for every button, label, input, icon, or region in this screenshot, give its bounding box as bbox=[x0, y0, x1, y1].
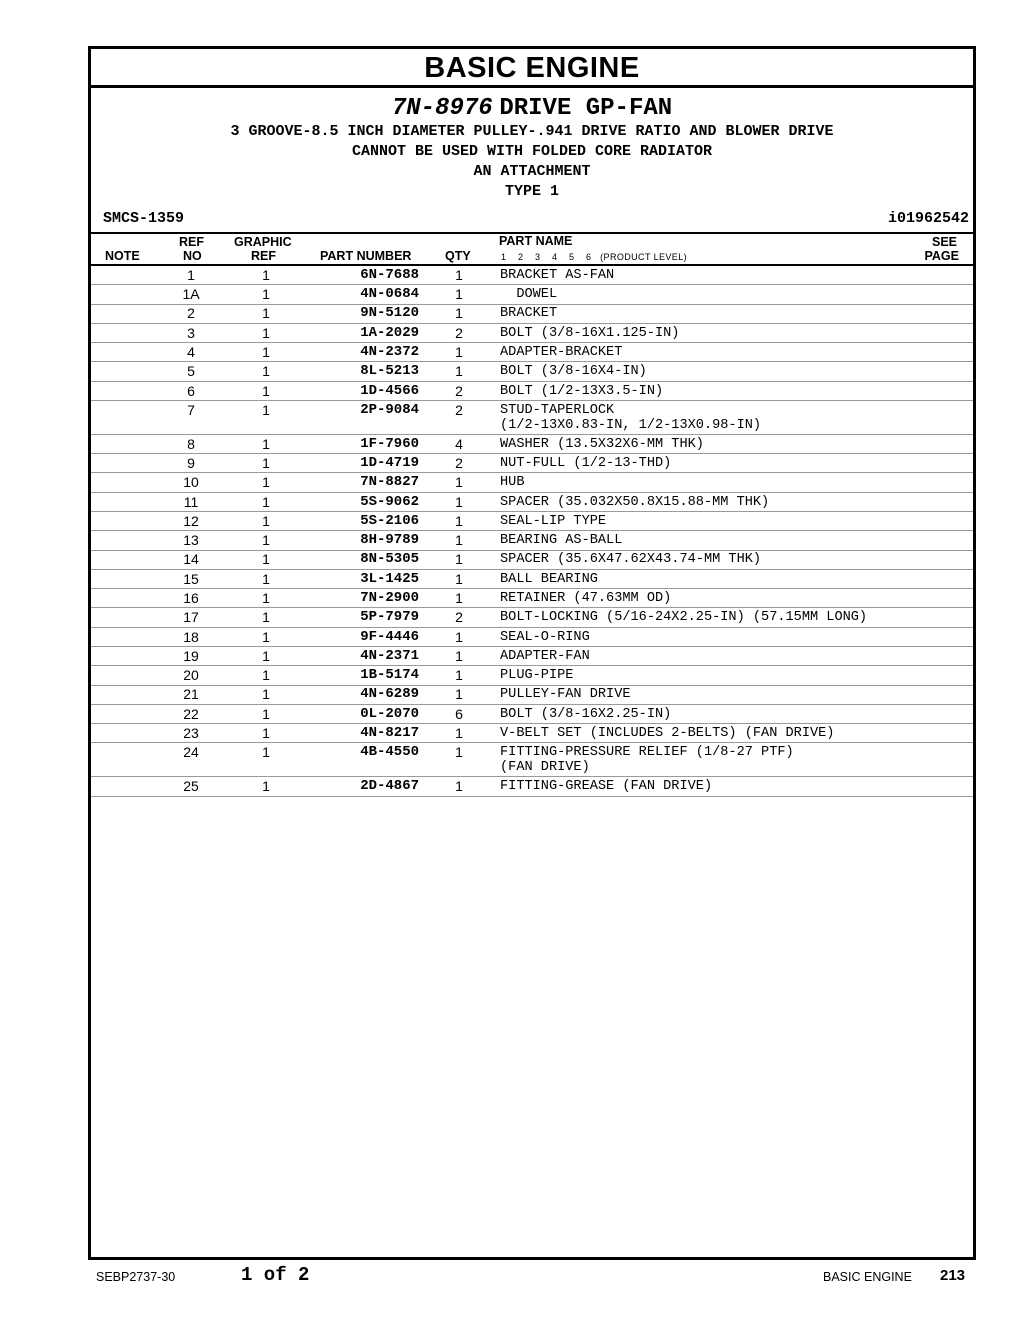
ref-no: 17 bbox=[183, 609, 199, 626]
ref-no: 3 bbox=[187, 324, 195, 341]
column-headers bbox=[91, 234, 973, 266]
title-bar bbox=[91, 49, 973, 88]
part-name: ADAPTER-BRACKET bbox=[500, 345, 623, 361]
illustration-id: i01962542 bbox=[887, 210, 969, 227]
part-number: 6N-7688 bbox=[360, 266, 419, 283]
table-row bbox=[91, 286, 973, 304]
ref-no: 20 bbox=[183, 667, 199, 684]
table-row bbox=[91, 474, 973, 492]
ref-no: 19 bbox=[183, 647, 199, 664]
col-qty: QTY bbox=[445, 249, 471, 263]
quantity: 1 bbox=[455, 512, 463, 529]
group-description-1: 3 GROOVE-8.5 INCH DIAMETER PULLEY-.941 DRIVE RATIO AND BLOWER DRIVE bbox=[230, 123, 834, 140]
part-number: 5P-7979 bbox=[360, 609, 419, 626]
part-name: SPACER (35.032X50.8X15.88-MM THK) bbox=[500, 494, 770, 510]
col-see-line2: PAGE bbox=[924, 249, 959, 263]
table-row bbox=[91, 436, 973, 454]
ref-no: 24 bbox=[183, 744, 199, 761]
graphic-ref: 1 bbox=[262, 628, 270, 645]
graphic-ref: 1 bbox=[262, 455, 270, 472]
page-title: BASIC ENGINE bbox=[424, 52, 640, 84]
quantity: 1 bbox=[455, 590, 463, 606]
parts-table bbox=[91, 267, 973, 797]
page-frame bbox=[88, 46, 976, 1260]
part-number: 1D-4566 bbox=[360, 382, 419, 399]
table-row bbox=[91, 455, 973, 473]
table-row bbox=[91, 363, 973, 381]
table-row bbox=[91, 267, 973, 285]
quantity: 1 bbox=[455, 724, 463, 741]
quantity: 1 bbox=[455, 667, 463, 684]
part-number: 1D-4719 bbox=[360, 455, 419, 472]
part-name: BOLT (3/8-16X2.25-IN) bbox=[500, 706, 672, 722]
ref-no: 11 bbox=[183, 493, 199, 510]
part-number: 4N-6289 bbox=[360, 686, 419, 703]
quantity: 1 bbox=[455, 305, 463, 322]
graphic-ref: 1 bbox=[262, 744, 270, 761]
graphic-ref: 1 bbox=[262, 493, 270, 510]
smcs-code: SMCS-1359 bbox=[103, 210, 185, 227]
quantity: 2 bbox=[455, 324, 463, 341]
part-number: 4N-2371 bbox=[360, 647, 419, 664]
part-number: 1B-5174 bbox=[360, 667, 419, 684]
part-name: ADAPTER-FAN bbox=[500, 648, 590, 664]
graphic-ref: 1 bbox=[262, 590, 270, 606]
col-part-name: PART NAME bbox=[499, 234, 573, 248]
part-number: 8H-9789 bbox=[360, 532, 419, 549]
smcs-row bbox=[91, 210, 973, 234]
part-number: 3L-1425 bbox=[360, 570, 419, 587]
ref-no: 18 bbox=[183, 628, 199, 645]
quantity: 1 bbox=[455, 532, 463, 549]
graphic-ref: 1 bbox=[262, 570, 270, 587]
part-name: BOLT-LOCKING (5/16-24X2.25-IN) (57.15MM LONG) bbox=[500, 610, 868, 626]
group-part-number: 7N-8976 bbox=[391, 95, 493, 122]
part-name: SEAL-O-RING bbox=[500, 629, 590, 645]
part-name: BALL BEARING bbox=[500, 571, 598, 587]
group-title bbox=[91, 94, 973, 122]
part-number: 5S-9062 bbox=[360, 493, 419, 510]
part-name: BOLT (3/8-16X4-IN) bbox=[500, 364, 647, 380]
part-number: 1A-2029 bbox=[360, 324, 419, 341]
footer-page-number: 213 bbox=[940, 1267, 966, 1284]
graphic-ref: 1 bbox=[262, 647, 270, 664]
part-name: NUT-FULL (1/2-13-THD) bbox=[500, 456, 672, 472]
graphic-ref: 1 bbox=[262, 363, 270, 380]
ref-no: 16 bbox=[183, 590, 199, 606]
col-see-line1: SEE bbox=[931, 235, 957, 249]
group-description-3: AN ATTACHMENT bbox=[473, 163, 591, 180]
graphic-ref: 1 bbox=[262, 778, 270, 795]
part-number: 1F-7960 bbox=[360, 435, 419, 452]
group-description-2: CANNOT BE USED WITH FOLDED CORE RADIATOR bbox=[351, 143, 713, 160]
col-ref-line1: REF bbox=[179, 235, 204, 249]
quantity: 1 bbox=[455, 551, 463, 568]
part-number: 8N-5305 bbox=[360, 551, 419, 568]
table-row bbox=[91, 325, 973, 343]
part-number: 5S-2106 bbox=[360, 512, 419, 529]
graphic-ref: 1 bbox=[262, 401, 270, 418]
table-row bbox=[91, 778, 973, 796]
table-row bbox=[91, 305, 973, 323]
quantity: 1 bbox=[455, 363, 463, 380]
table-row bbox=[91, 590, 973, 608]
quantity: 1 bbox=[455, 628, 463, 645]
table-row bbox=[91, 383, 973, 401]
part-name: FITTING-GREASE (FAN DRIVE) bbox=[500, 779, 713, 795]
col-graphic-line2: REF bbox=[251, 249, 276, 263]
quantity: 1 bbox=[455, 744, 463, 761]
part-number: 2D-4867 bbox=[360, 778, 419, 795]
part-name: STUD-TAPERLOCK (1/2-13X0.83-IN, 1/2-13X0.98-IN) bbox=[500, 402, 762, 433]
table-row bbox=[91, 725, 973, 743]
graphic-ref: 1 bbox=[262, 474, 270, 491]
quantity: 1 bbox=[455, 344, 463, 361]
graphic-ref: 1 bbox=[262, 705, 270, 722]
table-row bbox=[91, 571, 973, 589]
ref-no: 7 bbox=[187, 401, 195, 418]
col-note: NOTE bbox=[105, 249, 140, 263]
ref-no: 2 bbox=[187, 305, 195, 322]
part-name: DOWEL bbox=[500, 287, 558, 303]
ref-no: 23 bbox=[183, 724, 199, 741]
ref-no: 10 bbox=[183, 474, 199, 491]
table-row bbox=[91, 532, 973, 550]
part-number: 7N-2900 bbox=[360, 590, 419, 606]
quantity: 1 bbox=[455, 778, 463, 795]
ref-no: 14 bbox=[183, 551, 199, 568]
footer-section: BASIC ENGINE bbox=[823, 1270, 912, 1284]
part-name: RETAINER (47.63MM OD) bbox=[500, 591, 672, 606]
part-name: BOLT (3/8-16X1.125-IN) bbox=[500, 325, 680, 341]
part-name: WASHER (13.5X32X6-MM THK) bbox=[500, 436, 704, 452]
page-footer bbox=[0, 1262, 1020, 1292]
quantity: 1 bbox=[455, 266, 463, 283]
part-name: HUB bbox=[500, 475, 525, 491]
graphic-ref: 1 bbox=[262, 609, 270, 626]
quantity: 2 bbox=[455, 455, 463, 472]
graphic-ref: 1 bbox=[262, 266, 270, 283]
group-name: DRIVE GP-FAN bbox=[499, 95, 673, 122]
part-name: BEARING AS-BALL bbox=[500, 533, 623, 549]
part-number: 0L-2070 bbox=[360, 705, 419, 722]
part-number: 8L-5213 bbox=[360, 363, 419, 380]
ref-no: 1 bbox=[187, 266, 195, 283]
part-name: SPACER (35.6X47.62X43.74-MM THK) bbox=[500, 552, 762, 568]
quantity: 1 bbox=[455, 570, 463, 587]
graphic-ref: 1 bbox=[262, 286, 270, 303]
ref-no: 6 bbox=[187, 382, 195, 399]
ref-no: 9 bbox=[187, 455, 195, 472]
ref-no: 12 bbox=[183, 512, 199, 529]
part-number: 4B-4550 bbox=[360, 744, 419, 761]
part-number: 4N-0684 bbox=[360, 286, 419, 303]
graphic-ref: 1 bbox=[262, 532, 270, 549]
table-row bbox=[91, 402, 973, 435]
quantity: 1 bbox=[455, 286, 463, 303]
col-ref-line2: NO bbox=[183, 249, 202, 263]
graphic-ref: 1 bbox=[262, 724, 270, 741]
part-number: 4N-2372 bbox=[360, 344, 419, 361]
graphic-ref: 1 bbox=[262, 686, 270, 703]
graphic-ref: 1 bbox=[262, 344, 270, 361]
part-name: BRACKET bbox=[500, 306, 558, 322]
part-number: 4N-8217 bbox=[360, 724, 419, 741]
ref-no: 13 bbox=[183, 532, 199, 549]
footer-doc-id: SEBP2737-30 bbox=[96, 1270, 176, 1284]
table-row bbox=[91, 551, 973, 569]
quantity: 2 bbox=[455, 382, 463, 399]
ref-no: 22 bbox=[183, 705, 199, 722]
graphic-ref: 1 bbox=[262, 305, 270, 322]
col-part-number: PART NUMBER bbox=[320, 249, 412, 263]
footer-page-of: 1 of 2 bbox=[241, 1264, 310, 1286]
table-row bbox=[91, 667, 973, 685]
part-number: 9N-5120 bbox=[360, 305, 419, 322]
ref-no: 1A bbox=[182, 286, 200, 303]
ref-no: 5 bbox=[187, 363, 195, 380]
table-row bbox=[91, 686, 973, 704]
quantity: 6 bbox=[455, 705, 463, 722]
ref-no: 8 bbox=[187, 435, 195, 452]
graphic-ref: 1 bbox=[262, 551, 270, 568]
part-number: 9F-4446 bbox=[360, 628, 419, 645]
ref-no: 4 bbox=[187, 344, 195, 361]
part-name: V-BELT SET (INCLUDES 2-BELTS) (FAN DRIVE) bbox=[500, 725, 835, 741]
ref-no: 21 bbox=[183, 686, 199, 703]
table-row bbox=[91, 629, 973, 647]
part-name: BRACKET AS-FAN bbox=[500, 267, 615, 283]
part-number: 7N-8827 bbox=[360, 474, 419, 491]
part-name: FITTING-PRESSURE RELIEF (1/8-27 PTF) (FAN DRIVE) bbox=[500, 745, 794, 776]
table-row bbox=[91, 344, 973, 362]
graphic-ref: 1 bbox=[262, 435, 270, 452]
table-row bbox=[91, 648, 973, 666]
table-row bbox=[91, 609, 973, 627]
quantity: 2 bbox=[455, 609, 463, 626]
col-graphic-line1: GRAPHIC bbox=[234, 235, 292, 249]
graphic-ref: 1 bbox=[262, 324, 270, 341]
col-product-levels: 1 2 3 4 5 6 (PRODUCT LEVEL) bbox=[501, 252, 687, 262]
quantity: 1 bbox=[455, 686, 463, 703]
table-row bbox=[91, 744, 973, 777]
quantity: 2 bbox=[455, 401, 463, 418]
quantity: 1 bbox=[455, 647, 463, 664]
quantity: 4 bbox=[455, 435, 463, 452]
ref-no: 25 bbox=[183, 778, 199, 795]
part-number: 2P-9084 bbox=[360, 401, 419, 418]
part-name: BOLT (1/2-13X3.5-IN) bbox=[500, 383, 664, 399]
table-row bbox=[91, 494, 973, 512]
graphic-ref: 1 bbox=[262, 512, 270, 529]
part-name: PLUG-PIPE bbox=[500, 668, 574, 684]
table-row bbox=[91, 706, 973, 724]
group-description-4: TYPE 1 bbox=[504, 183, 559, 200]
part-name: SEAL-LIP TYPE bbox=[500, 513, 607, 529]
graphic-ref: 1 bbox=[262, 382, 270, 399]
group-header bbox=[91, 88, 973, 202]
quantity: 1 bbox=[455, 493, 463, 510]
table-row bbox=[91, 513, 973, 531]
ref-no: 15 bbox=[183, 570, 199, 587]
part-name: PULLEY-FAN DRIVE bbox=[500, 687, 631, 703]
graphic-ref: 1 bbox=[262, 667, 270, 684]
quantity: 1 bbox=[455, 474, 463, 491]
